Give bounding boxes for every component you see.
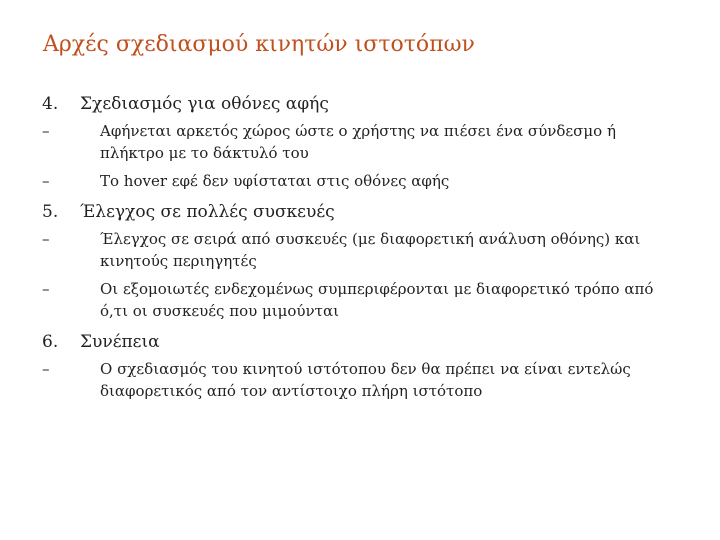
bullet-item: [42, 358, 692, 402]
bullet-dash: –: [42, 280, 50, 298]
slide-content: [42, 92, 692, 410]
bullet-text: Έλεγχος σε σειρά από συσκευές (με διαφορετική ανάλυση οθόνης) και κινητούς περιηγητές: [100, 230, 641, 270]
bullet-dash: –: [42, 360, 50, 378]
section-title: Συνέπεια: [80, 332, 160, 352]
bullet-dash: –: [42, 122, 50, 140]
section-heading: [42, 330, 692, 354]
slide-title: Αρχές σχεδιασμού κινητών ιστοτόπων: [43, 32, 475, 57]
bullet-dash: –: [42, 230, 50, 248]
bullet-dash: –: [42, 172, 50, 190]
bullet-text: Αφήνεται αρκετός χώρος ώστε ο χρήστης να πιέσει ένα σύνδεσμο ή πλήκτρο με το δάκτυλό του: [100, 122, 616, 162]
bullet-item: [42, 278, 692, 322]
section-heading: [42, 200, 692, 224]
bullet-text: Οι εξομοιωτές ενδεχομένως συμπεριφέρονται με διαφορετικό τρόπο από ό,τι οι συσκευές που μιμούνται: [100, 280, 654, 320]
section-number: 6.: [42, 332, 59, 352]
bullet-text: Ο σχεδιασμός του κινητού ιστότοπου δεν θα πρέπει να είναι εντελώς διαφορετικός από τον αντίστοιχο πλήρη ιστότοπο: [100, 360, 631, 400]
section-touch-design: [42, 92, 692, 192]
section-number: 4.: [42, 94, 59, 114]
bullet-item: [42, 228, 692, 272]
section-heading: [42, 92, 692, 116]
section-title: Σχεδιασμός για οθόνες αφής: [80, 94, 329, 114]
bullet-item: [42, 170, 692, 192]
section-title: Έλεγχος σε πολλές συσκευές: [80, 202, 335, 222]
section-device-testing: [42, 200, 692, 322]
bullet-item: [42, 120, 692, 164]
section-number: 5.: [42, 202, 59, 222]
section-consistency: [42, 330, 692, 402]
bullet-text: Το hover εφέ δεν υφίσταται στις οθόνες αφής: [100, 172, 450, 190]
